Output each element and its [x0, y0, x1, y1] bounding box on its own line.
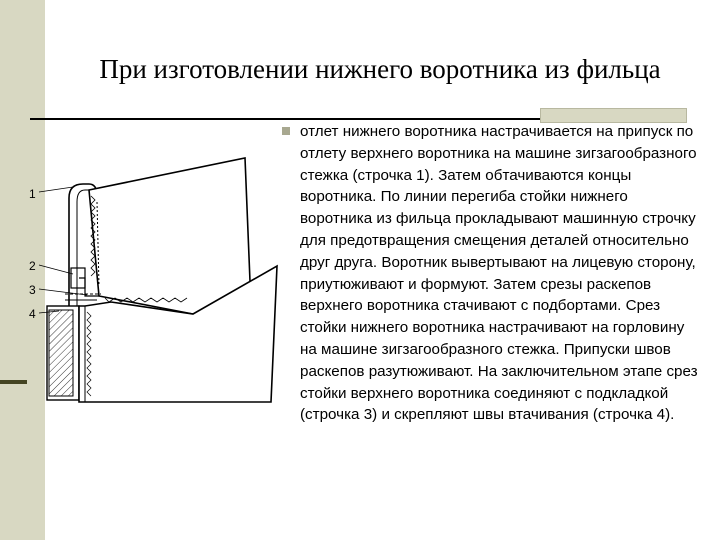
diagram-label-3: 3 [29, 283, 36, 297]
bullet-square-icon [282, 127, 290, 135]
title-divider [30, 118, 600, 120]
slide-title: При изготовлении нижнего воротника из фильца [99, 54, 661, 84]
diagram-label-2: 2 [29, 259, 36, 273]
bullet-text: отлет нижнего воротника настрачивается на припуск по отлету верхнего воротника на машине зигзагообразного стежка (строчка 1). Затем обтачиваются концы воротника. По линии перегиба стойки нижнего воротника из фильца прокладывают машинную строчку для предотвращения смещения деталей относительно друг друга. Воротник вывертывают на лицевую сторону, приутюживают и формуют. Затем срезы раскепов верхнего воротника стачивают с подбортами. Срез стойки нижнего воротника настрачивают на горловину на машине зигзагообразного стежка. Припуски швов раскепов разутюживают. На заключительном этапе срез стойки верхнего воротника соединяют с подкладкой (строчка 3) и скрепляют швы втачивания (строчка 4). [300, 123, 698, 424]
diagram-label-1: 1 [29, 187, 36, 201]
diagram-label-4: 4 [29, 307, 36, 321]
collar-drawing [25, 156, 287, 418]
collar-diagram [25, 156, 287, 418]
left-decor-line [0, 380, 27, 384]
